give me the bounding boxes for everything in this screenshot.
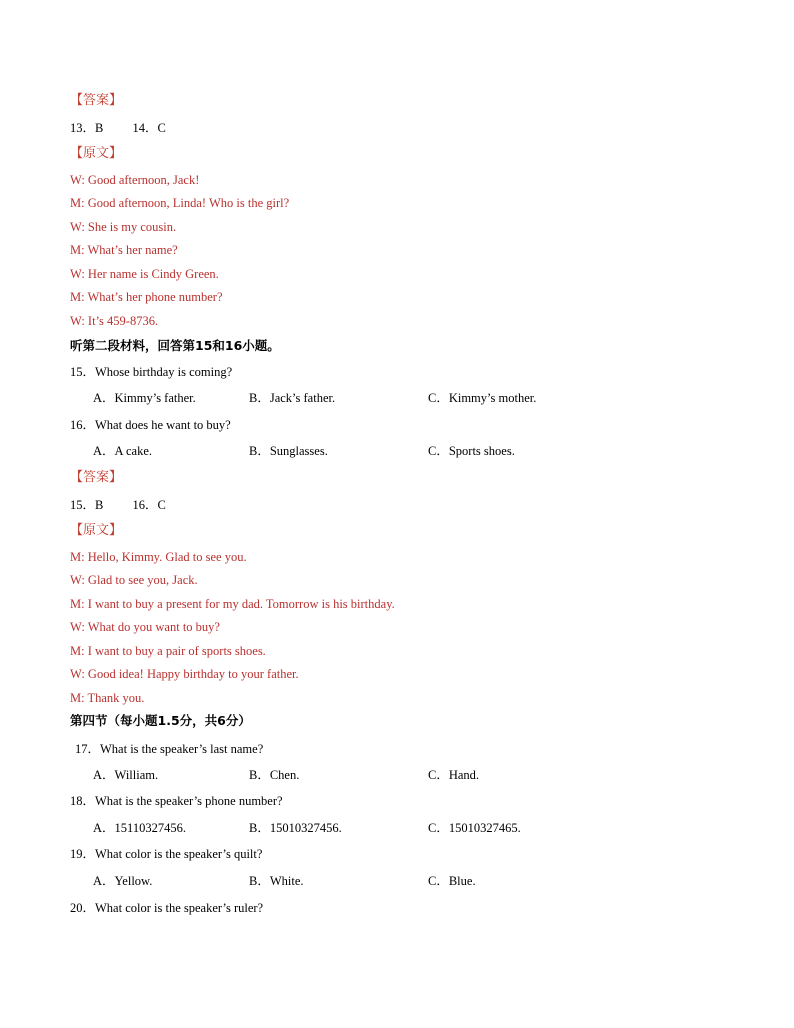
script-tag: 【原文】 [70,146,123,161]
dialogue-line: M: What’s her phone number? [70,290,223,304]
dialogue-line: M: I want to buy a pair of sports shoes. [70,644,266,658]
option-a: A．Kimmy’s father. [93,391,196,405]
dialogue-line: M: I want to buy a present for my dad. Tomorrow is his birthday. [70,597,395,611]
dialogue-line: W: Good afternoon, Jack! [70,173,200,187]
question-text: 15．Whose birthday is coming? [70,365,233,379]
dialogue-line: W: Good idea! Happy birthday to your father. [70,667,299,681]
question-text: 18．What is the speaker’s phone number? [70,794,283,808]
option-a: A．William. [93,768,159,782]
question-text: 20．What color is the speaker’s ruler? [70,901,264,915]
answer-tag: 【答案】 [70,93,123,108]
option-c: C．Hand. [428,768,480,782]
option-a: A．A cake. [93,444,153,458]
answer-line [70,120,166,136]
option-c: C．15010327465. [428,821,521,835]
answer-item: 13．B [70,121,104,135]
option-c: C．Blue. [428,874,476,888]
dialogue-line: W: Glad to see you, Jack. [70,573,198,587]
option-c: C．Sports shoes. [428,444,515,458]
dialogue-line: M: Good afternoon, Linda! Who is the girl? [70,196,290,210]
question-text: 19．What color is the speaker’s quilt? [70,847,263,861]
dialogue-line: W: What do you want to buy? [70,620,220,634]
option-a: A．15110327456. [93,821,186,835]
answer-item: 16．C [132,498,166,512]
question-text: 16．What does he want to buy? [70,418,231,432]
dialogue-line: M: Thank you. [70,691,145,705]
option-b: B．Jack’s father. [249,391,336,405]
dialogue-line: M: What’s her name? [70,243,178,257]
answer-tag: 【答案】 [70,470,123,485]
option-c: C．Kimmy’s mother. [428,391,537,405]
dialogue-line: M: Hello, Kimmy. Glad to see you. [70,550,247,564]
answer-line [70,497,166,513]
option-b: B．Chen. [249,768,300,782]
dialogue-line: W: She is my cousin. [70,220,177,234]
script-tag: 【原文】 [70,523,123,538]
dialogue-line: W: It’s 459-8736. [70,314,159,328]
dialogue-line: W: Her name is Cindy Green. [70,267,219,281]
option-b: B．White. [249,874,304,888]
answer-item: 15．B [70,498,104,512]
option-b: B．Sunglasses. [249,444,328,458]
option-b: B．15010327456. [249,821,342,835]
answer-item: 14．C [132,121,166,135]
question-text: 17．What is the speaker’s last name? [75,742,264,756]
section-intro: 听第二段材料，回答第15和16小题。 [70,338,280,353]
option-a: A．Yellow. [93,874,153,888]
section-heading: 第四节（每小题1.5分，共6分） [70,713,251,728]
